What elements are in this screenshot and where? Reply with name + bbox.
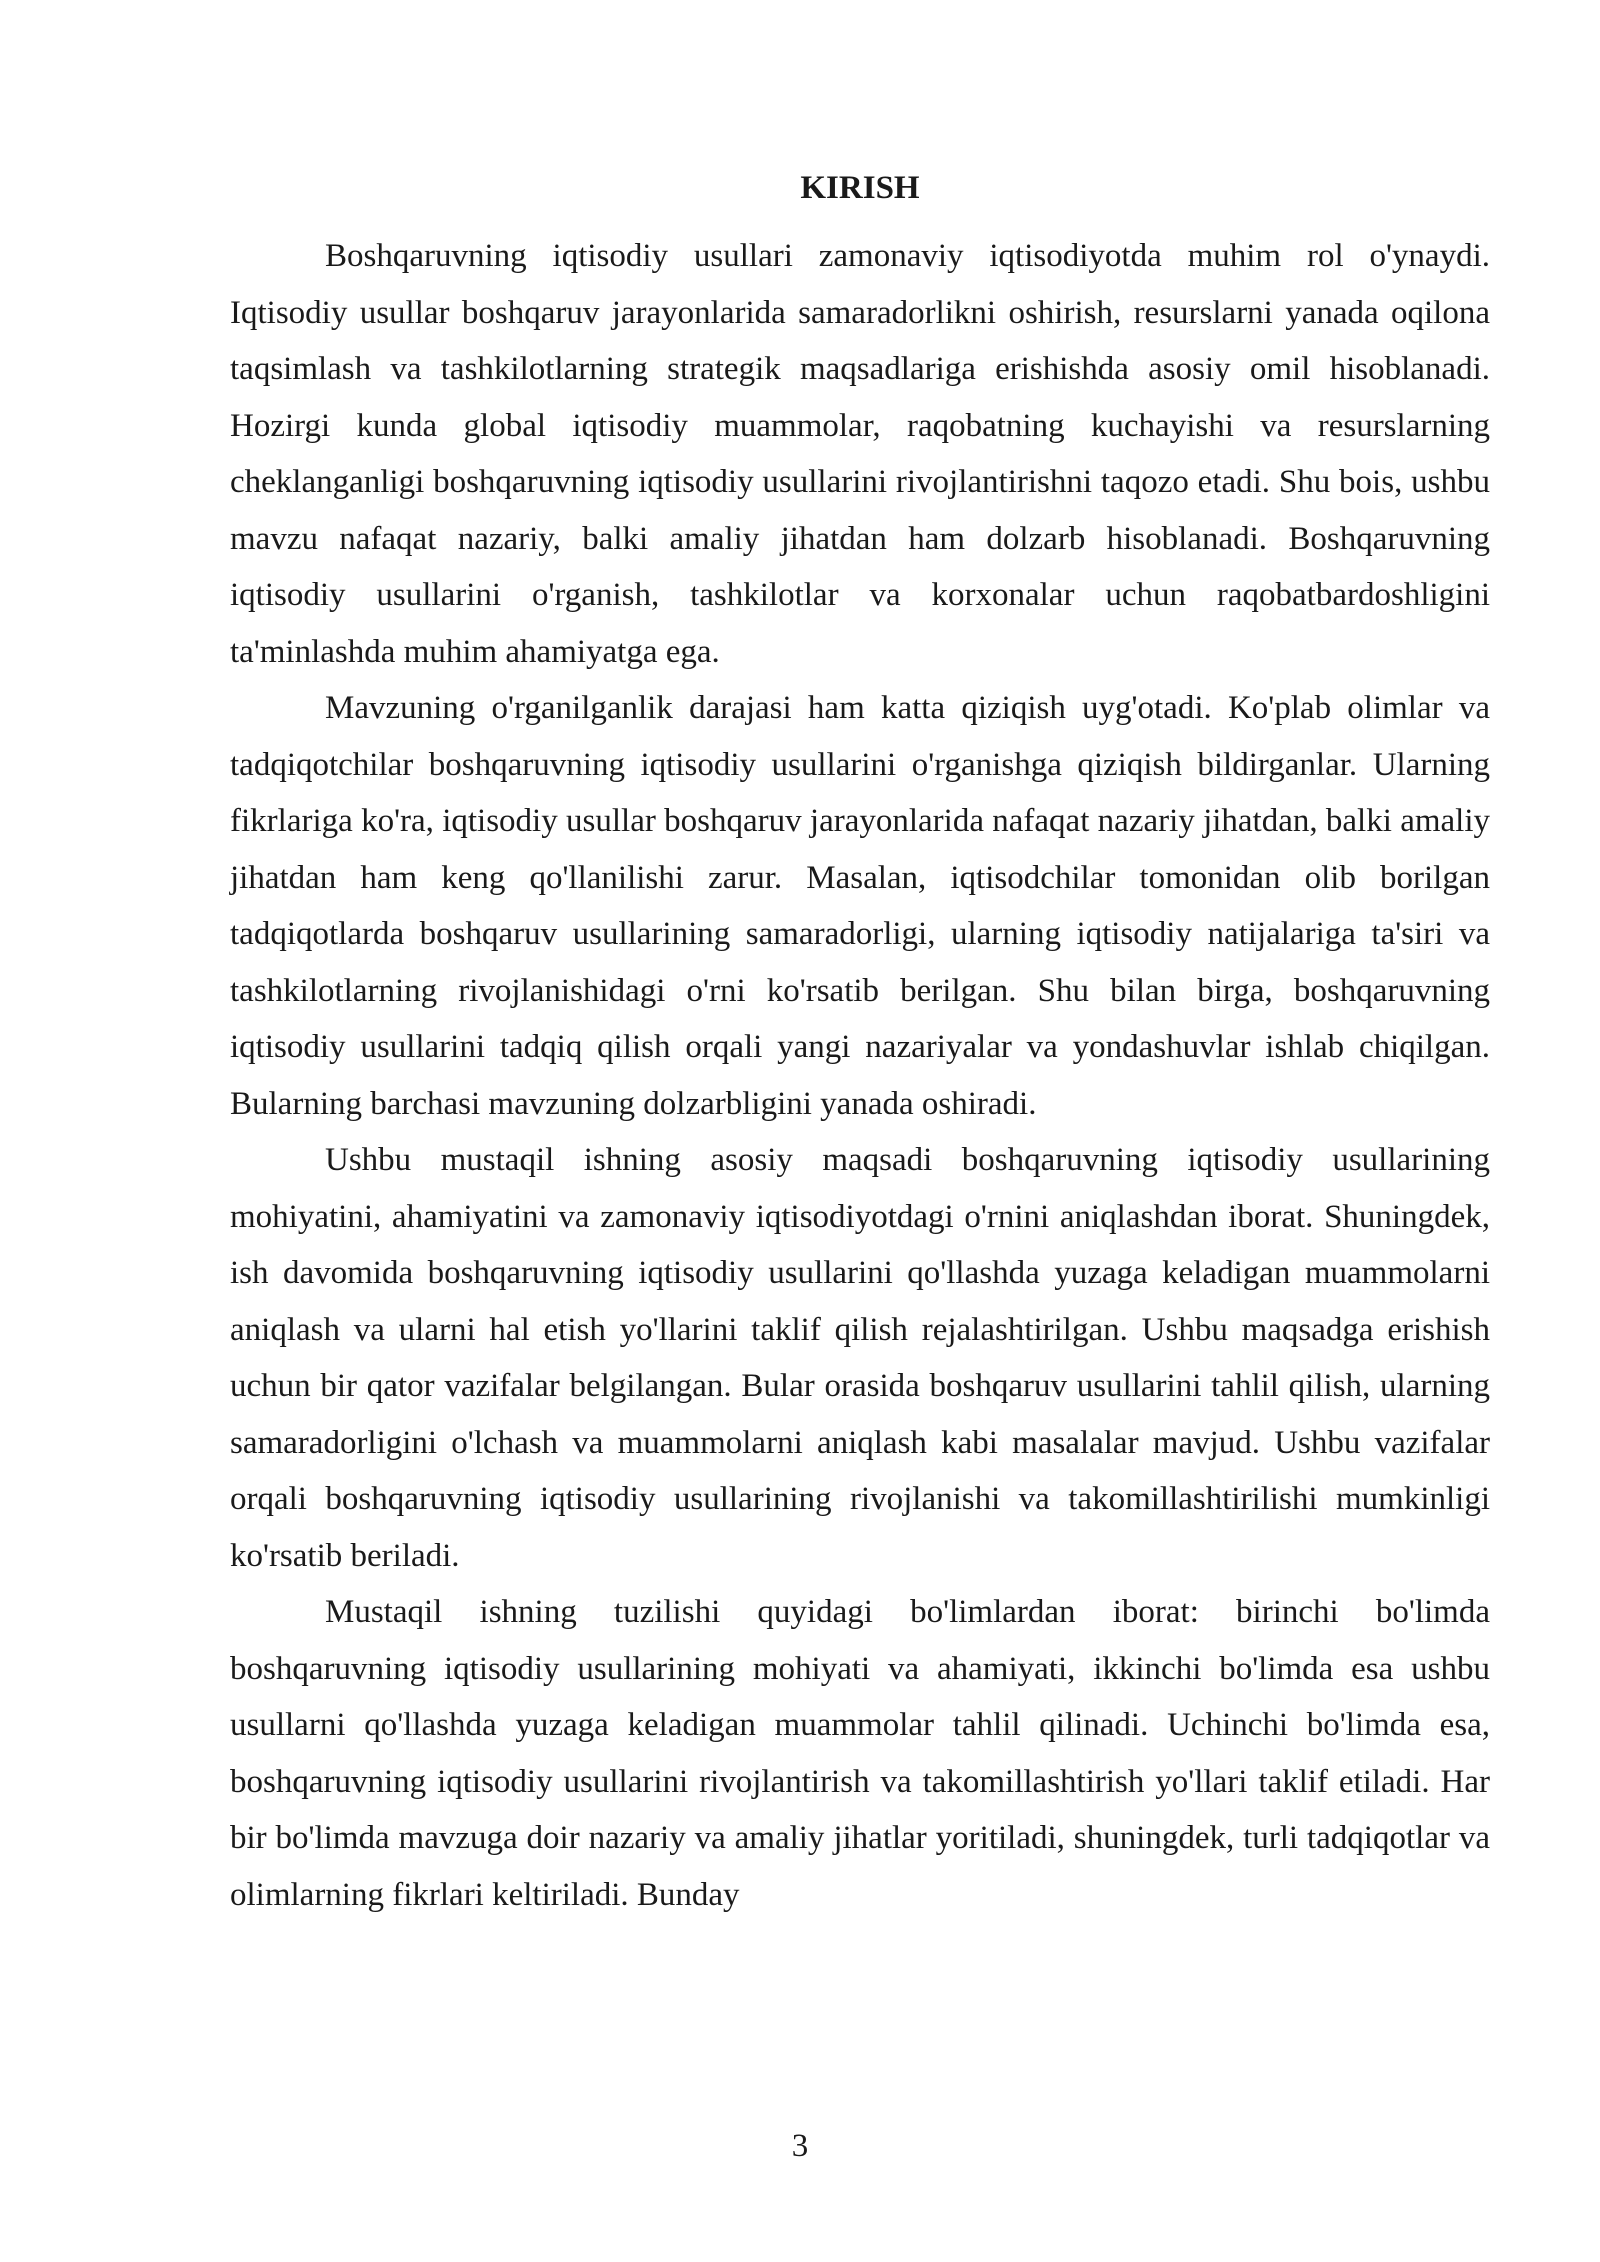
paragraph-1: Boshqaruvning iqtisodiy usullari zamonaviy iqtisodiyotda muhim rol o'ynaydi. Iqtisodiy usullar boshqaruv jarayonlarida samaradorlikni oshirish, resurslarni yanada oqilona taqsimlash va tashkilotlarning strategik maqsadlariga erishishda asosiy omil hisoblanadi. Hozirgi kunda global iqtisodiy muammolar, raqobatning kuchayishi va resurslarning cheklanganligi boshqaruvning iqtisodiy usullarini rivojlantirishni taqozo etadi. Shu bois, ushbu mavzu nafaqat nazariy, balki amaliy jihatdan ham dolzarb hisoblanadi. Boshqaruvning iqtisodiy usullarini o'rganish, tashkilotlar va korxonalar uchun raqobatbardoshligini ta'minlashda muhim ahamiyatga ega.: [230, 238, 1490, 670]
paragraph-4: Mustaqil ishning tuzilishi quyidagi bo'limlardan iborat: birinchi bo'limda boshqaruvning iqtisodiy usullarining mohiyati va ahamiyati, ikkinchi bo'limda esa ushbu usullarni qo'llashda yuzaga keladigan muammolar tahlil qilinadi. Uchinchi bo'limda esa, boshqaruvning iqtisodiy usullarini rivojlantirish va takomillashtirish yo'llari taklif etiladi. Har bir bo'limda mavzuga doir nazariy va amaliy jihatlar yoritiladi, shuningdek, turli tadqiqotlar va olimlarning fikrlari keltiriladi. Bunday: [230, 1594, 1490, 1913]
page-number: 3: [791, 2128, 809, 2164]
page-content: [230, 160, 1490, 1923]
paragraph-2: Mavzuning o'rganilganlik darajasi ham katta qiziqish uyg'otadi. Ko'plab olimlar va tadqiqotchilar boshqaruvning iqtisodiy usullarini o'rganishga qiziqish bildirganlar. Ularning fikrlariga ko'ra, iqtisodiy usullar boshqaruv jarayonlarida nafaqat nazariy jihatdan, balki amaliy jihatdan ham keng qo'llanilishi zarur. Masalan, iqtisodchilar tomonidan olib borilgan tadqiqotlarda boshqaruv usullarining samaradorligi, ularning iqtisodiy natijalariga ta'siri va tashkilotlarning rivojlanishidagi o'rni ko'rsatib berilgan. Shu bilan birga, boshqaruvning iqtisodiy usullarini tadqiq qilish orqali yangi nazariyalar va yondashuvlar ishlab chiqilgan. Bularning barchasi mavzuning dolzarbligini yanada oshiradi.: [230, 690, 1490, 1122]
paragraph-3: Ushbu mustaqil ishning asosiy maqsadi boshqaruvning iqtisodiy usullarining mohiyatini, ahamiyatini va zamonaviy iqtisodiyotdagi o'rnini aniqlashdan iborat. Shuningdek, ish davomida boshqaruvning iqtisodiy usullarini qo'llashda yuzaga keladigan muammolarni aniqlash va ularni hal etish yo'llarini taklif qilish rejalashtirilgan. Ushbu maqsadga erishish uchun bir qator vazifalar belgilangan. Bular orasida boshqaruv usullarini tahlil qilish, ularning samaradorligini o'lchash va muammolarni aniqlash kabi masalalar mavjud. Ushbu vazifalar orqali boshqaruvning iqtisodiy usullarining rivojlanishi va takomillashtirilishi mumkinligi ko'rsatib beriladi.: [230, 1142, 1490, 1574]
page-title: KIRISH: [800, 170, 920, 206]
